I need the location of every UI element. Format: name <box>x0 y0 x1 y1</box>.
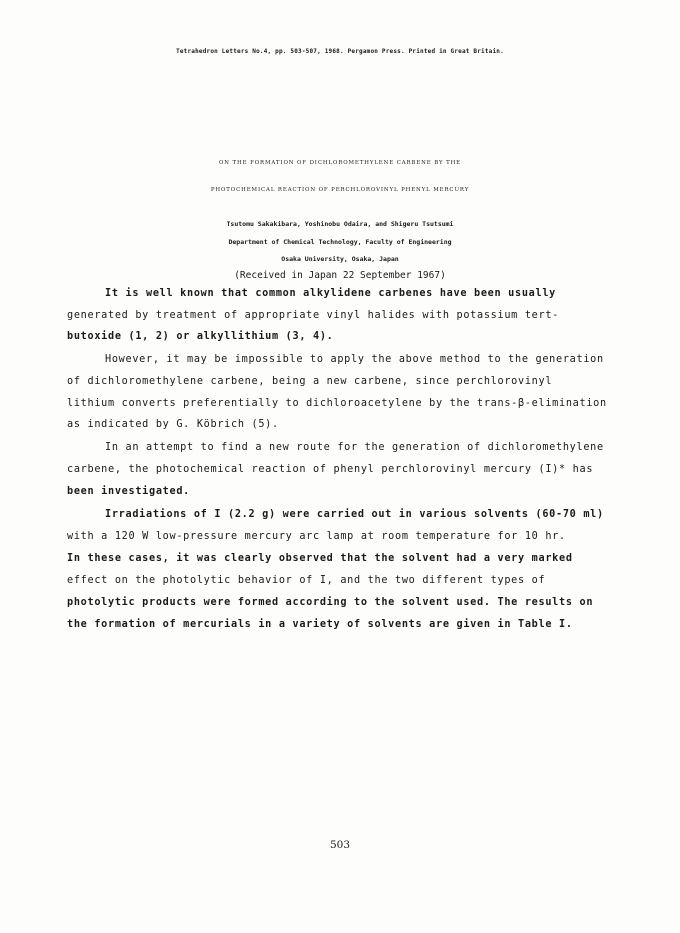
body-line: been investigated. <box>67 486 191 497</box>
body-line: In an attempt to find a new route for the generation of dichloromethylene <box>105 442 604 453</box>
body-line: lithium converts preferentially to dichloroacetylene by the trans-β-elimination <box>67 398 607 409</box>
body-line: of dichloromethylene carbene, being a new carbene, since perchlorovinyl <box>67 376 553 387</box>
body-line: It is well known that common alkylidene carbenes have been usually <box>105 288 557 299</box>
received-date: (Received in Japan 22 September 1967) <box>234 270 446 281</box>
body-line: as indicated by G. Köbrich (5). <box>67 419 279 430</box>
body-line: effect on the photolytic behavior of I, and the two different types of <box>67 575 546 586</box>
body-line: with a 120 W low-pressure mercury arc lamp at room temperature for 10 hr. <box>67 531 566 542</box>
body-line: carbene, the photochemical reaction of phenyl perchlorovinyl mercury (I)* has <box>67 464 594 475</box>
body-line: However, it may be impossible to apply the above method to the generation <box>105 354 604 365</box>
journal-header: Tetrahedron Letters No.4, pp. 503-507, 1968. Pergamon Press. Printed in Great Britain. <box>176 48 504 55</box>
title-line-1: ON THE FORMATION OF DICHLOROMETHYLENE CARBENE BY THE <box>218 160 462 166</box>
authors: Tsutomu Sakakibara, Yoshinobu Odaira, and Shigeru Tsutsumi <box>226 220 454 228</box>
title-line-2: PHOTOCHEMICAL REACTION OF PERCHLOROVINYL PHENYL MERCURY <box>210 187 470 193</box>
body-line: photolytic products were formed according to the solvent used. The results on <box>67 597 594 608</box>
body-line: Irradiations of I (2.2 g) were carried out in various solvents (60-70 ml) <box>105 509 604 520</box>
body-line: the formation of mercurials in a variety of solvents are given in Table I. <box>67 619 573 630</box>
body-line: generated by treatment of appropriate vinyl halides with potassium tert- <box>67 310 560 321</box>
page-number: 503 <box>329 839 351 851</box>
body-line: butoxide (1, 2) or alkyllithium (3, 4). <box>67 331 334 342</box>
affiliation-university: Osaka University, Osaka, Japan <box>281 255 399 263</box>
body-line: In these cases, it was clearly observed that the solvent had a very marked <box>67 553 573 564</box>
affiliation-department: Department of Chemical Technology, Faculty of Engineering <box>228 238 452 246</box>
